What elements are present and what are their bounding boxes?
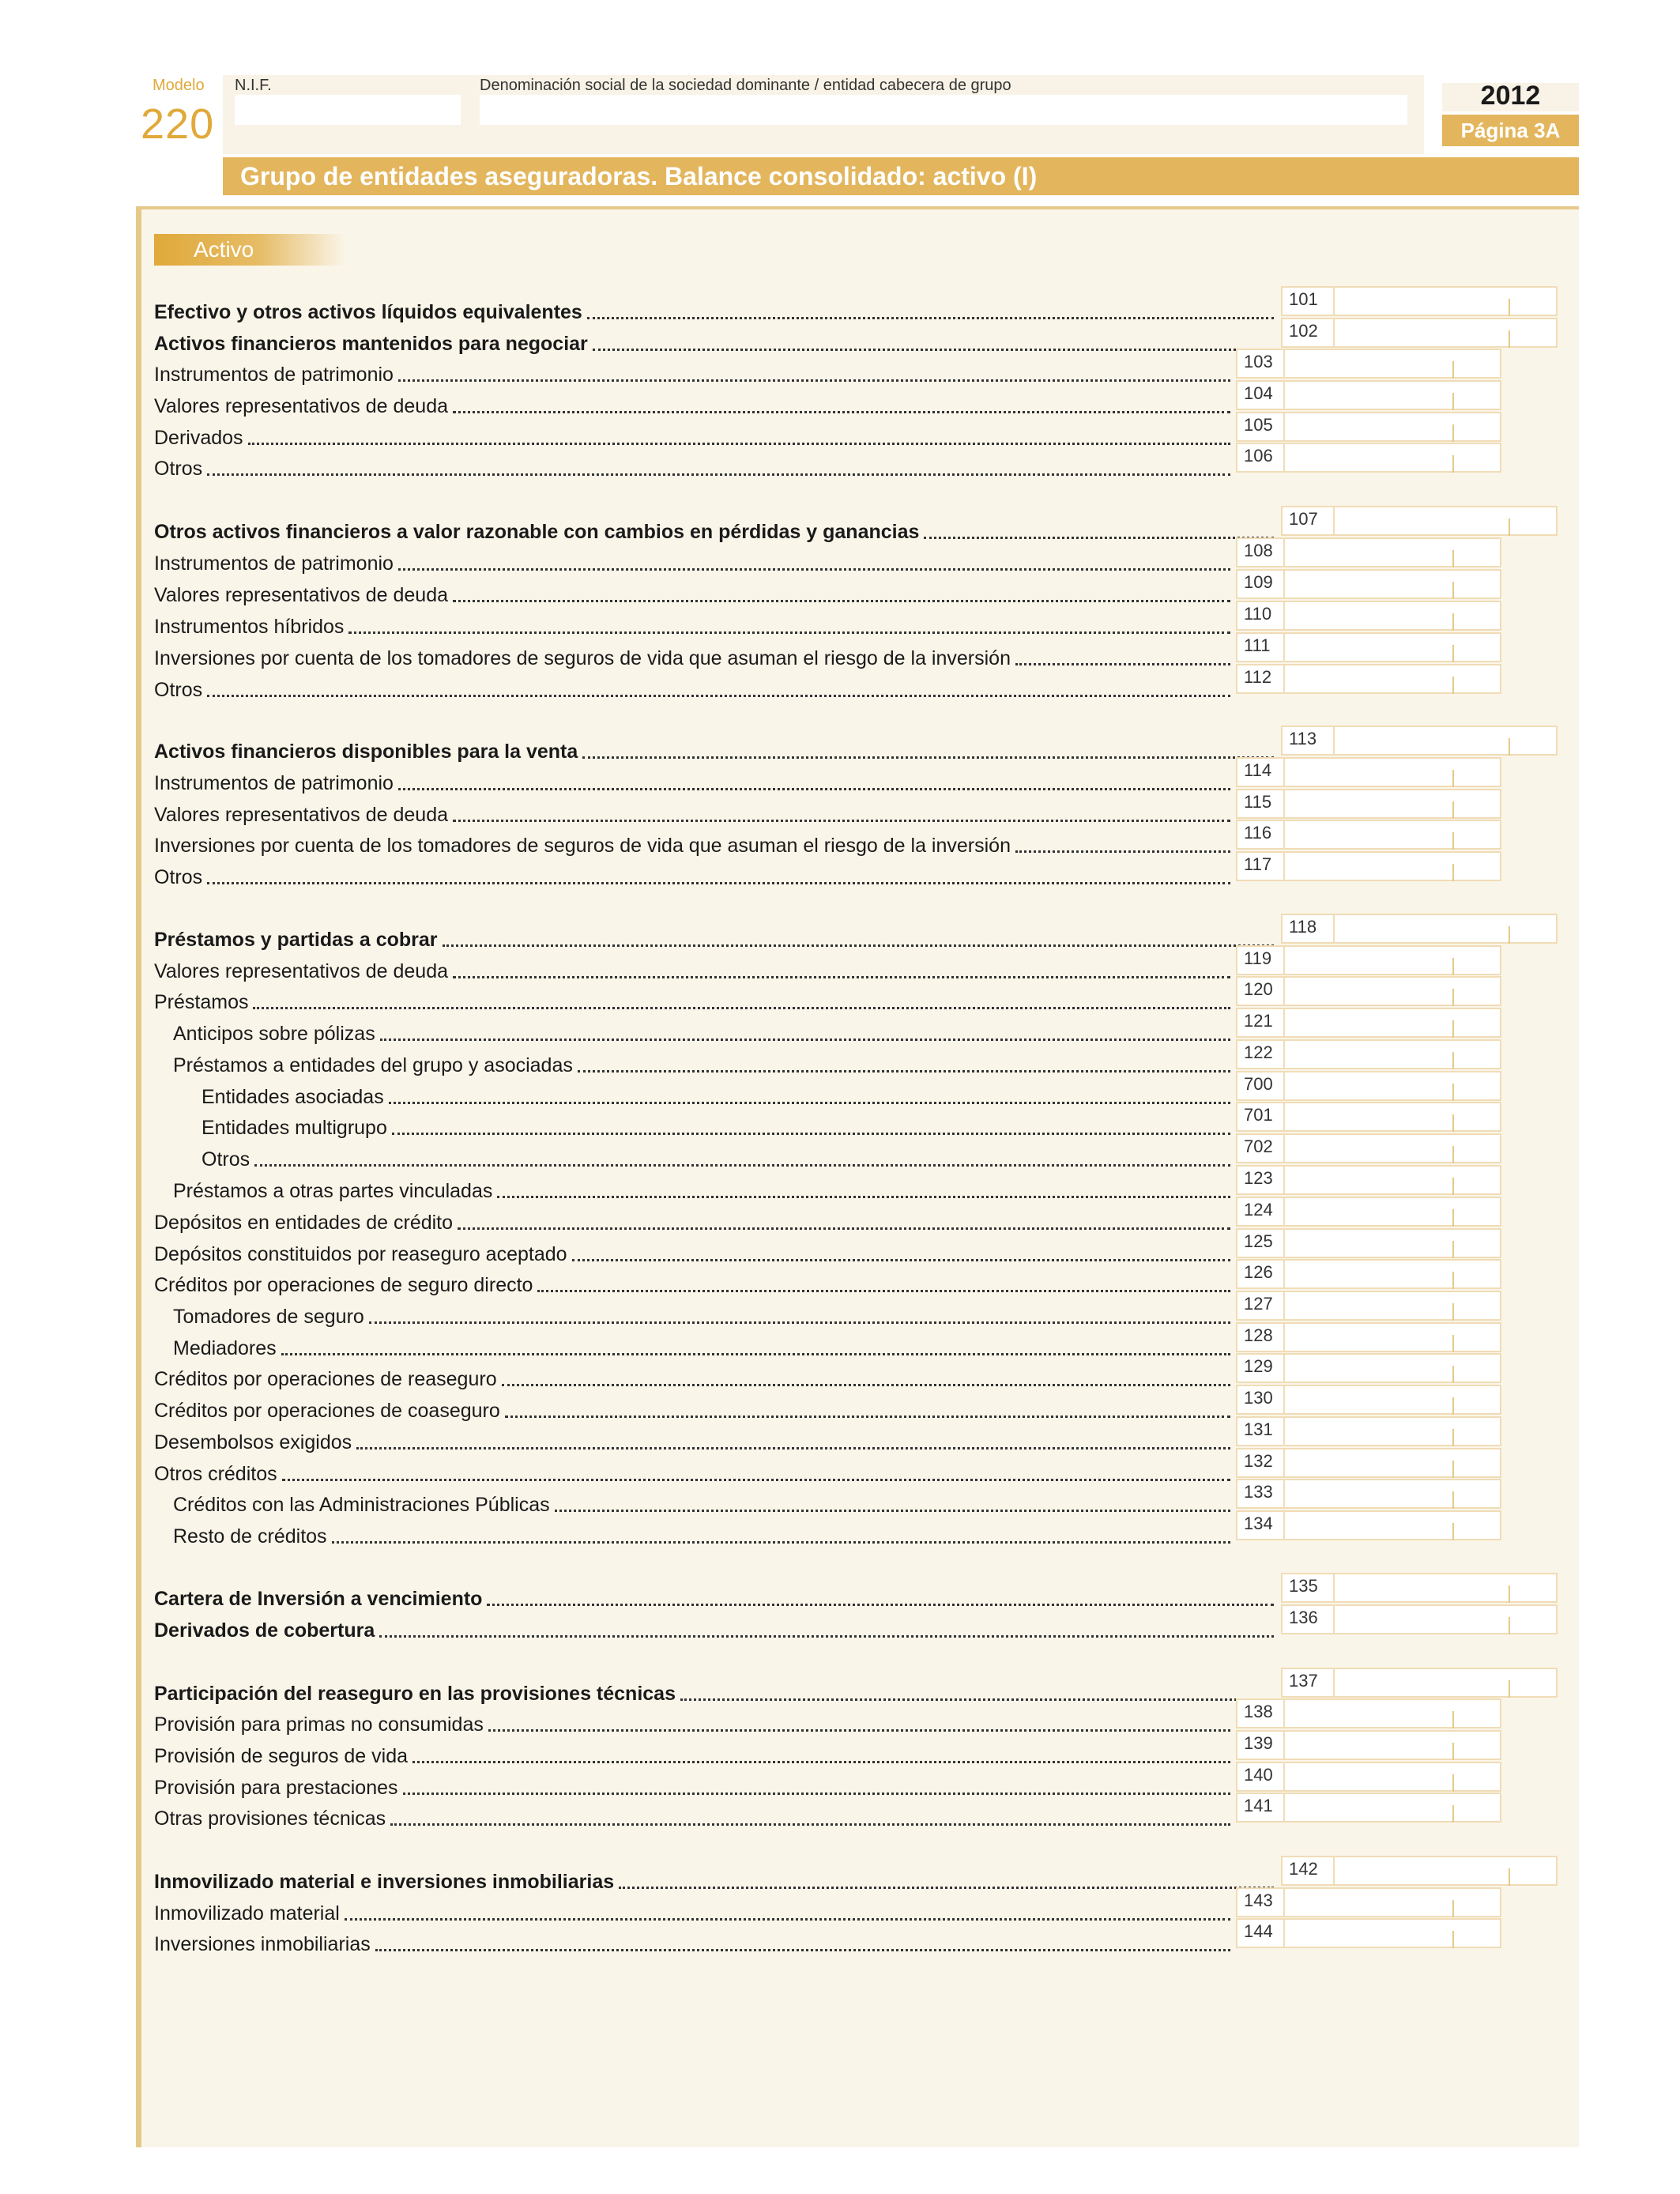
leader-dots	[375, 1949, 1230, 1951]
row-label-text: Otros	[154, 458, 203, 480]
row-code-132: 132	[1236, 1448, 1285, 1478]
value-field-108[interactable]	[1285, 537, 1501, 567]
leader-dots	[253, 1007, 1230, 1009]
section-tag-activo: Activo	[154, 234, 345, 266]
decimal-separator-mark	[1452, 1020, 1454, 1038]
value-field-117[interactable]	[1285, 851, 1501, 881]
row-label-110	[154, 610, 1230, 639]
row-label-114	[154, 767, 1230, 795]
row-code-112: 112	[1236, 664, 1285, 694]
row-label-text: Instrumentos de patrimonio	[154, 772, 394, 794]
decimal-separator-mark	[1509, 330, 1510, 348]
value-field-110[interactable]	[1285, 601, 1501, 631]
value-field-137[interactable]	[1335, 1668, 1558, 1698]
row-code-138: 138	[1236, 1698, 1285, 1728]
nif-label: N.I.F.	[235, 77, 272, 94]
row-label-122	[173, 1049, 1230, 1077]
decimal-separator-mark	[1452, 455, 1454, 473]
leader-dots	[497, 1196, 1230, 1198]
value-field-133[interactable]	[1285, 1479, 1501, 1509]
value-field-127[interactable]	[1285, 1291, 1501, 1321]
decimal-separator-mark	[1452, 1146, 1454, 1163]
value-field-142[interactable]	[1335, 1856, 1558, 1886]
row-code-103: 103	[1236, 349, 1285, 379]
decimal-separator-mark	[1509, 738, 1510, 756]
leader-dots	[369, 1321, 1230, 1324]
value-field-118[interactable]	[1335, 914, 1558, 944]
row-label-text: Activos financieros disponibles para la venta	[154, 741, 578, 763]
row-code-111: 111	[1236, 632, 1285, 662]
row-code-119: 119	[1236, 945, 1285, 975]
leader-dots	[453, 820, 1230, 822]
row-label-text: Otros créditos	[154, 1463, 277, 1485]
row-label-text: Créditos por operaciones de reaseguro	[154, 1368, 497, 1390]
row-label-136	[154, 1614, 1274, 1642]
value-field-115[interactable]	[1285, 789, 1501, 819]
leader-dots	[392, 1133, 1230, 1135]
row-label-104	[154, 390, 1230, 418]
row-label-text: Valores representativos de deuda	[154, 804, 448, 826]
row-code-121: 121	[1236, 1008, 1285, 1038]
decimal-separator-mark	[1452, 550, 1454, 567]
row-code-700: 700	[1236, 1071, 1285, 1101]
year-label: 2012	[1480, 81, 1541, 111]
row-label-121	[173, 1017, 1230, 1046]
row-code-134: 134	[1236, 1510, 1285, 1540]
row-code-142: 142	[1281, 1856, 1335, 1886]
leader-dots	[555, 1510, 1230, 1512]
decimal-separator-mark	[1509, 518, 1510, 536]
row-label-113	[154, 735, 1274, 763]
row-label-text: Valores representativos de deuda	[154, 960, 448, 982]
decimal-separator-mark	[1452, 1931, 1454, 1948]
row-code-120: 120	[1236, 976, 1285, 1006]
value-field-144[interactable]	[1285, 1918, 1501, 1948]
leader-dots	[332, 1541, 1230, 1544]
row-label-text: Otras provisiones técnicas	[154, 1808, 386, 1830]
row-label-112	[154, 673, 1230, 702]
value-field-131[interactable]	[1285, 1416, 1501, 1446]
row-label-text: Inversiones por cuenta de los tomadores de seguros de vida que asuman el riesgo de la inversión	[154, 835, 1011, 857]
row-code-124: 124	[1236, 1197, 1285, 1227]
row-label-text: Provisión para primas no consumidas	[154, 1713, 484, 1736]
decimal-separator-mark	[1509, 926, 1510, 944]
row-label-text: Depósitos en entidades de crédito	[154, 1212, 454, 1234]
leader-dots	[282, 1479, 1230, 1481]
decimal-separator-mark	[1452, 582, 1454, 599]
row-code-136: 136	[1281, 1604, 1335, 1634]
leader-dots	[356, 1447, 1230, 1449]
decimal-separator-mark	[1452, 1241, 1454, 1258]
leader-dots	[924, 537, 1274, 539]
row-label-text: Préstamos a entidades del grupo y asociadas	[173, 1054, 573, 1076]
row-label-text: Derivados	[154, 427, 243, 449]
row-label-143	[154, 1897, 1230, 1925]
leader-dots	[1015, 663, 1230, 665]
row-code-701: 701	[1236, 1102, 1285, 1132]
value-field-122[interactable]	[1285, 1039, 1501, 1069]
value-field-128[interactable]	[1285, 1322, 1501, 1352]
leader-dots	[207, 882, 1230, 884]
row-label-140	[154, 1771, 1230, 1800]
row-label-text: Otros	[154, 866, 203, 888]
row-label-text: Otros	[202, 1148, 250, 1171]
row-label-109	[154, 579, 1230, 607]
row-code-122: 122	[1236, 1039, 1285, 1069]
value-field-135[interactable]	[1335, 1573, 1558, 1603]
leader-dots	[412, 1761, 1230, 1763]
row-label-text: Préstamos y partidas a cobrar	[154, 929, 438, 951]
row-label-133	[173, 1488, 1230, 1517]
row-code-114: 114	[1236, 757, 1285, 787]
value-field-126[interactable]	[1285, 1259, 1501, 1289]
row-label-101	[154, 296, 1274, 324]
leader-dots	[1015, 850, 1230, 853]
row-code-126: 126	[1236, 1259, 1285, 1289]
row-label-117	[154, 861, 1230, 889]
row-label-text: Provisión de seguros de vida	[154, 1745, 409, 1767]
row-label-text: Desembolsos exigidos	[154, 1431, 352, 1453]
decimal-separator-mark	[1452, 1774, 1454, 1792]
row-label-125	[154, 1238, 1230, 1266]
denominacion-label: Denominación social de la sociedad dominante / entidad cabecera de grupo	[480, 77, 1011, 94]
value-field-125[interactable]	[1285, 1228, 1501, 1258]
row-code-113: 113	[1281, 726, 1335, 756]
decimal-separator-mark	[1452, 958, 1454, 975]
row-label-105	[154, 421, 1230, 450]
row-label-102	[154, 327, 1274, 356]
row-label-text: Derivados de cobertura	[154, 1619, 375, 1642]
row-code-118: 118	[1281, 914, 1335, 944]
row-label-text: Participación del reaseguro en las provisiones técnicas	[154, 1683, 676, 1705]
value-field-700[interactable]	[1285, 1071, 1501, 1101]
value-field-102[interactable]	[1335, 318, 1558, 348]
value-field-702[interactable]	[1285, 1133, 1501, 1163]
row-label-text: Inmovilizado material e inversiones inmobiliarias	[154, 1871, 615, 1893]
row-code-702: 702	[1236, 1133, 1285, 1163]
value-field-114[interactable]	[1285, 757, 1501, 787]
row-label-text: Instrumentos de patrimonio	[154, 364, 394, 386]
decimal-separator-mark	[1452, 1209, 1454, 1227]
value-field-105[interactable]	[1285, 412, 1501, 442]
value-field-129[interactable]	[1285, 1353, 1501, 1383]
leader-dots	[207, 473, 1230, 476]
nif-field[interactable]	[235, 95, 461, 125]
row-label-132	[154, 1457, 1230, 1486]
leader-dots	[281, 1353, 1230, 1355]
value-field-134[interactable]	[1285, 1510, 1501, 1540]
value-field-136[interactable]	[1335, 1604, 1558, 1634]
value-field-119[interactable]	[1285, 945, 1501, 975]
decimal-separator-mark	[1452, 1303, 1454, 1321]
row-label-text: Inmovilizado material	[154, 1902, 340, 1924]
row-label-702	[202, 1143, 1230, 1171]
modelo-number: 220	[141, 100, 215, 148]
row-label-107	[154, 515, 1274, 544]
row-label-text: Préstamos a otras partes vinculadas	[173, 1180, 493, 1202]
value-field-103[interactable]	[1285, 349, 1501, 379]
row-code-137: 137	[1281, 1668, 1335, 1698]
decimal-separator-mark	[1452, 1523, 1454, 1540]
decimal-separator-mark	[1452, 645, 1454, 662]
row-code-135: 135	[1281, 1573, 1335, 1603]
row-label-119	[154, 955, 1230, 983]
decimal-separator-mark	[1452, 801, 1454, 819]
leader-dots	[443, 944, 1275, 947]
row-label-106	[154, 452, 1230, 481]
row-code-110: 110	[1236, 601, 1285, 631]
row-code-123: 123	[1236, 1165, 1285, 1195]
value-field-120[interactable]	[1285, 976, 1501, 1006]
value-field-111[interactable]	[1285, 632, 1501, 662]
decimal-separator-mark	[1452, 1429, 1454, 1446]
leader-dots	[619, 1887, 1274, 1889]
row-label-text: Provisión para prestaciones	[154, 1777, 398, 1799]
value-field-116[interactable]	[1285, 820, 1501, 850]
leader-dots	[345, 1918, 1230, 1921]
decimal-separator-mark	[1509, 1680, 1510, 1698]
row-label-text: Efectivo y otros activos líquidos equivalentes	[154, 301, 582, 323]
decimal-separator-mark	[1452, 770, 1454, 787]
value-field-107[interactable]	[1335, 506, 1558, 536]
leader-dots	[453, 976, 1230, 978]
row-code-130: 130	[1236, 1385, 1285, 1415]
decimal-separator-mark	[1452, 1114, 1454, 1132]
row-label-text: Valores representativos de deuda	[154, 395, 448, 417]
row-label-124	[154, 1206, 1230, 1235]
decimal-separator-mark	[1452, 864, 1454, 881]
row-code-102: 102	[1281, 318, 1335, 348]
row-label-text: Créditos por operaciones de seguro directo	[154, 1274, 533, 1296]
row-label-701	[202, 1111, 1230, 1140]
row-label-text: Instrumentos híbridos	[154, 616, 345, 638]
leader-dots	[593, 349, 1274, 351]
row-code-133: 133	[1236, 1479, 1285, 1509]
decimal-separator-mark	[1452, 1711, 1454, 1728]
value-field-106[interactable]	[1285, 443, 1501, 473]
decimal-separator-mark	[1452, 677, 1454, 694]
leader-dots	[680, 1698, 1274, 1701]
row-label-115	[154, 798, 1230, 827]
decimal-separator-mark	[1452, 613, 1454, 631]
row-label-text: Préstamos	[154, 991, 249, 1013]
value-field-112[interactable]	[1285, 664, 1501, 694]
row-label-text: Cartera de Inversión a vencimiento	[154, 1588, 483, 1610]
row-code-139: 139	[1236, 1730, 1285, 1760]
row-label-118	[154, 923, 1274, 952]
denominacion-field[interactable]	[480, 95, 1407, 125]
row-label-text: Inversiones inmobiliarias	[154, 1933, 371, 1955]
row-label-130	[154, 1394, 1230, 1423]
row-code-129: 129	[1236, 1353, 1285, 1383]
row-label-700	[202, 1080, 1230, 1109]
leader-dots	[390, 1823, 1230, 1826]
row-code-106: 106	[1236, 443, 1285, 473]
leader-dots	[248, 443, 1230, 445]
decimal-separator-mark	[1452, 1397, 1454, 1415]
row-label-text: Créditos con las Administraciones Públicas	[173, 1494, 550, 1516]
value-field-130[interactable]	[1285, 1385, 1501, 1415]
decimal-separator-mark	[1452, 1900, 1454, 1917]
leader-dots	[398, 379, 1230, 382]
row-label-text: Tomadores de seguro	[173, 1306, 364, 1328]
row-label-text: Mediadores	[173, 1337, 277, 1359]
leader-dots	[453, 411, 1230, 413]
value-field-101[interactable]	[1335, 286, 1558, 316]
leader-dots	[207, 695, 1230, 697]
decimal-separator-mark	[1452, 1743, 1454, 1760]
row-code-101: 101	[1281, 286, 1335, 316]
row-code-107: 107	[1281, 506, 1335, 536]
leader-dots	[578, 1070, 1230, 1072]
leader-dots	[505, 1416, 1230, 1418]
decimal-separator-mark	[1509, 1868, 1510, 1886]
row-label-131	[154, 1426, 1230, 1454]
decimal-separator-mark	[1452, 832, 1454, 850]
row-code-140: 140	[1236, 1762, 1285, 1792]
leader-dots	[453, 600, 1230, 602]
row-label-126	[154, 1269, 1230, 1297]
row-label-text: Entidades multigrupo	[202, 1117, 387, 1139]
row-label-141	[154, 1802, 1230, 1830]
decimal-separator-mark	[1452, 361, 1454, 379]
row-label-text: Anticipos sobre pólizas	[173, 1023, 375, 1045]
decimal-separator-mark	[1452, 393, 1454, 410]
leader-dots	[582, 756, 1274, 759]
leader-dots	[398, 788, 1230, 790]
value-field-104[interactable]	[1285, 380, 1501, 410]
row-label-text: Instrumentos de patrimonio	[154, 552, 394, 575]
row-code-108: 108	[1236, 537, 1285, 567]
row-code-131: 131	[1236, 1416, 1285, 1446]
row-label-129	[154, 1363, 1230, 1391]
value-field-143[interactable]	[1285, 1887, 1501, 1917]
row-label-103	[154, 358, 1230, 386]
page-title: Grupo de entidades aseguradoras. Balance consolidado: activo (I)	[223, 157, 1579, 195]
leader-dots	[380, 1039, 1230, 1041]
row-label-134	[173, 1520, 1230, 1548]
row-label-text: Depósitos constituidos por reaseguro aceptado	[154, 1243, 567, 1265]
leader-dots	[502, 1384, 1230, 1386]
row-code-115: 115	[1236, 789, 1285, 819]
value-field-140[interactable]	[1285, 1762, 1501, 1792]
decimal-separator-mark	[1509, 1585, 1510, 1603]
row-label-120	[154, 986, 1230, 1014]
row-label-text: Créditos por operaciones de coaseguro	[154, 1400, 500, 1422]
leader-dots	[389, 1102, 1230, 1104]
value-field-138[interactable]	[1285, 1698, 1501, 1728]
row-code-128: 128	[1236, 1322, 1285, 1352]
row-label-138	[154, 1708, 1230, 1736]
row-label-139	[154, 1740, 1230, 1768]
row-code-105: 105	[1236, 412, 1285, 442]
row-label-128	[173, 1332, 1230, 1360]
value-field-141[interactable]	[1285, 1793, 1501, 1823]
row-label-text: Otros activos financieros a valor razonable con cambios en pérdidas y ganancias	[154, 521, 920, 543]
modelo-label: Modelo	[153, 77, 205, 94]
decimal-separator-mark	[1452, 1461, 1454, 1478]
row-label-142	[154, 1865, 1274, 1894]
row-label-127	[173, 1300, 1230, 1329]
page-badge: Página 3A	[1442, 115, 1579, 146]
row-label-text: Valores representativos de deuda	[154, 584, 448, 606]
row-label-text: Otros	[154, 679, 203, 701]
value-field-109[interactable]	[1285, 569, 1501, 599]
leader-dots	[488, 1729, 1230, 1732]
decimal-separator-mark	[1452, 1084, 1454, 1101]
row-label-text: Resto de créditos	[173, 1525, 327, 1547]
row-code-144: 144	[1236, 1918, 1285, 1948]
decimal-separator-mark	[1509, 1617, 1510, 1634]
decimal-separator-mark	[1452, 1052, 1454, 1069]
decimal-separator-mark	[1452, 1366, 1454, 1383]
decimal-separator-mark	[1452, 1491, 1454, 1509]
value-field-139[interactable]	[1285, 1730, 1501, 1760]
decimal-separator-mark	[1452, 424, 1454, 442]
row-code-117: 117	[1236, 851, 1285, 881]
leader-dots	[348, 631, 1230, 634]
row-label-137	[154, 1677, 1274, 1706]
value-field-113[interactable]	[1335, 726, 1558, 756]
decimal-separator-mark	[1509, 299, 1510, 316]
row-label-text: Activos financieros mantenidos para negociar	[154, 333, 588, 355]
row-code-143: 143	[1236, 1887, 1285, 1917]
leader-dots	[537, 1290, 1230, 1292]
value-field-124[interactable]	[1285, 1197, 1501, 1227]
row-label-108	[154, 547, 1230, 575]
row-label-144	[154, 1928, 1230, 1956]
leader-dots	[572, 1259, 1230, 1261]
value-field-132[interactable]	[1285, 1448, 1501, 1478]
row-code-116: 116	[1236, 820, 1285, 850]
leader-dots	[487, 1604, 1274, 1606]
leader-dots	[403, 1793, 1231, 1795]
row-code-125: 125	[1236, 1228, 1285, 1258]
row-label-111	[154, 642, 1230, 670]
decimal-separator-mark	[1452, 1805, 1454, 1823]
leader-dots	[458, 1227, 1230, 1230]
leader-dots	[587, 317, 1274, 319]
row-code-127: 127	[1236, 1291, 1285, 1321]
leader-dots	[254, 1164, 1230, 1167]
decimal-separator-mark	[1452, 989, 1454, 1006]
row-label-text: Entidades asociadas	[202, 1086, 384, 1108]
value-field-121[interactable]	[1285, 1008, 1501, 1038]
row-label-text: Inversiones por cuenta de los tomadores de seguros de vida que asuman el riesgo de la inversión	[154, 647, 1011, 669]
decimal-separator-mark	[1452, 1272, 1454, 1289]
row-code-109: 109	[1236, 569, 1285, 599]
leader-dots	[379, 1635, 1274, 1638]
leader-dots	[398, 568, 1230, 571]
row-code-141: 141	[1236, 1793, 1285, 1823]
row-label-135	[154, 1582, 1274, 1611]
value-field-701[interactable]	[1285, 1102, 1501, 1132]
value-field-123[interactable]	[1285, 1165, 1501, 1195]
row-code-104: 104	[1236, 380, 1285, 410]
decimal-separator-mark	[1452, 1335, 1454, 1352]
row-label-123	[173, 1174, 1230, 1203]
decimal-separator-mark	[1452, 1178, 1454, 1195]
row-label-116	[154, 829, 1230, 858]
